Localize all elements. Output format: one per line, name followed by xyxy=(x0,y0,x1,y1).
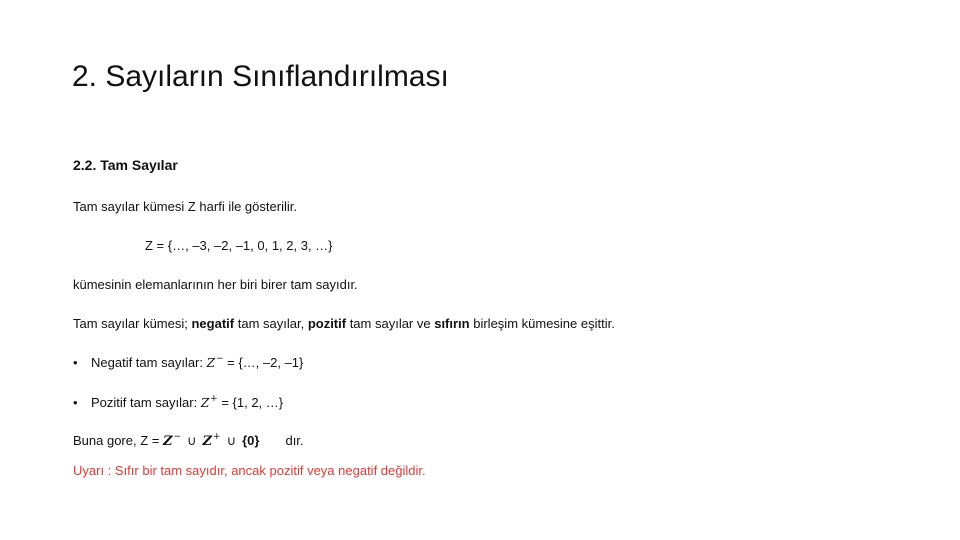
union-sentence-part4: birleşim kümesine eşittir. xyxy=(469,316,615,331)
zero-set: {0} xyxy=(242,433,260,448)
bullet-negative-label: Negatif tam sayılar: xyxy=(91,355,207,370)
z-symbol: Z xyxy=(206,356,215,370)
intro-text: Tam sayılar kümesi Z harfi ile gösterilir. xyxy=(73,199,297,214)
union-symbol: ∪ xyxy=(187,433,197,448)
z-symbol: Z xyxy=(202,434,213,449)
section-heading: 2.2. Tam Sayılar xyxy=(73,157,178,173)
z-negative-symbol xyxy=(207,356,224,370)
minus-sign: − xyxy=(173,432,182,442)
union-sentence-part2: tam sayılar, xyxy=(234,316,308,331)
z-symbol: Z xyxy=(200,396,210,410)
bullet-negative-value: = {…, –2, –1} xyxy=(223,355,304,370)
bullet-marker: • xyxy=(73,395,78,410)
conclusion-prefix: Buna gore, Z = xyxy=(73,433,163,448)
minus-sign: − xyxy=(215,354,224,364)
union-sentence-part1: Tam sayılar kümesi; xyxy=(73,316,192,331)
z-negative-bold xyxy=(163,434,181,449)
bullet-marker: • xyxy=(73,355,78,370)
plus-sign: + xyxy=(213,432,221,442)
slide-title: 2. Sayıların Sınıflandırılması xyxy=(72,60,449,93)
union-sentence-negatif: negatif xyxy=(191,316,235,331)
union-sentence-part3: tam sayılar ve xyxy=(346,316,435,331)
bullet-negative xyxy=(73,354,303,370)
bullet-positive-label: Pozitif tam sayılar: xyxy=(91,395,201,410)
set-definition: Z = {…, –3, –2, –1, 0, 1, 2, 3, …} xyxy=(145,238,333,253)
union-sentence-pozitif: pozitif xyxy=(307,316,347,331)
union-sentence xyxy=(73,316,615,331)
union-sentence-sifirin: sıfırın xyxy=(434,316,470,331)
bullet-positive xyxy=(73,394,283,410)
elements-sentence: kümesinin elemanlarının her biri birer tam sayıdır. xyxy=(73,277,358,292)
plus-sign: + xyxy=(210,394,218,404)
bullet-positive-value: = {1, 2, …} xyxy=(217,395,284,410)
union-symbol: ∪ xyxy=(226,433,237,448)
conclusion-line xyxy=(73,432,304,449)
z-symbol: Z xyxy=(162,434,173,449)
warning-note: Uyarı : Sıfır bir tam sayıdır, ancak pozitif veya negatif değildir. xyxy=(73,463,426,478)
z-positive-symbol xyxy=(201,396,218,410)
conclusion-suffix: dır. xyxy=(285,433,304,448)
z-positive-bold xyxy=(203,434,221,449)
